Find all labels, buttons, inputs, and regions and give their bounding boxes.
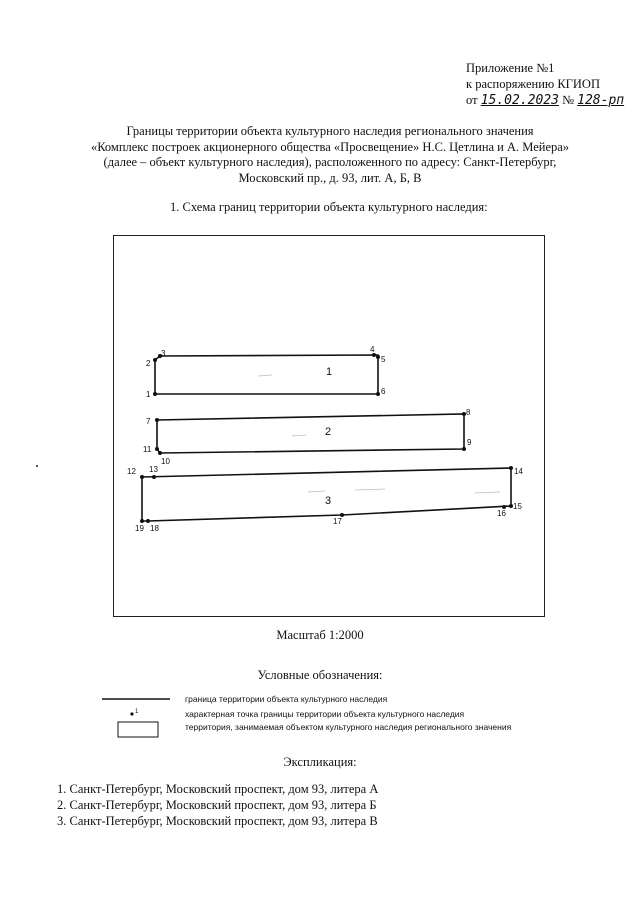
point-label: 3 bbox=[161, 349, 166, 358]
point-label: 7 bbox=[146, 417, 151, 426]
legend-territory-symbol bbox=[118, 722, 158, 737]
point-label: 17 bbox=[333, 517, 342, 526]
boundary-point bbox=[376, 392, 380, 396]
legend-item-boundary: граница территории объекта культурного наследия bbox=[185, 694, 388, 704]
boundary-point bbox=[140, 475, 144, 479]
boundary-point bbox=[462, 447, 466, 451]
boundary-point bbox=[153, 392, 157, 396]
building-1-boundary bbox=[155, 355, 378, 394]
building-number: 3 bbox=[325, 495, 332, 507]
point-label: 9 bbox=[467, 438, 472, 447]
appendix-line-1: Приложение №1 bbox=[466, 61, 555, 75]
point-label: 19 bbox=[135, 524, 144, 533]
building-number: 2 bbox=[325, 426, 332, 438]
building-2-boundary bbox=[157, 414, 464, 453]
title-line: (далее – объект культурного наследия), расположенного по адресу: Санкт-Петербург, bbox=[103, 155, 557, 169]
building-number: 1 bbox=[326, 366, 333, 378]
title-line: Границы территории объекта культурного наследия регионального значения bbox=[126, 124, 534, 138]
number-prefix: № bbox=[562, 93, 575, 107]
explication-item: 1. Санкт-Петербург, Московский проспект, дом 93, литера А bbox=[57, 782, 379, 796]
boundary-point bbox=[140, 519, 144, 523]
point-label: 6 bbox=[381, 387, 386, 396]
point-label: 5 bbox=[381, 355, 386, 364]
legend-point-symbol bbox=[130, 712, 133, 715]
order-date: 15.02.2023 bbox=[480, 93, 559, 108]
point-label: 1 bbox=[146, 390, 151, 399]
explication-item: 3. Санкт-Петербург, Московский проспект, дом 93, литера В bbox=[57, 814, 378, 828]
explication-list bbox=[57, 781, 378, 829]
point-label: 18 bbox=[150, 524, 159, 533]
title-line: Московский пр., д. 93, лит. А, Б, В bbox=[238, 170, 422, 185]
scan-speck bbox=[36, 465, 38, 467]
point-label: 14 bbox=[514, 467, 523, 476]
legend-title: Условные обозначения: bbox=[257, 668, 383, 682]
point-label: 15 bbox=[513, 502, 522, 511]
point-label: 12 bbox=[127, 467, 136, 476]
boundary-point bbox=[158, 451, 162, 455]
scale-label: Масштаб 1:2000 bbox=[276, 628, 364, 642]
order-number: 128-рп bbox=[577, 93, 625, 108]
explication-item: 2. Санкт-Петербург, Московский проспект, дом 93, литера Б bbox=[57, 798, 377, 812]
point-label: 2 bbox=[146, 359, 151, 368]
schema-title: 1. Схема границ территории объекта культурного наследия: bbox=[170, 200, 488, 214]
boundary-point bbox=[152, 475, 156, 479]
boundary-point bbox=[509, 466, 513, 470]
point-label: 11 bbox=[143, 445, 152, 454]
legend-point-number: 1 bbox=[135, 709, 139, 715]
title-line: «Комплекс построек акционерного общества «Просвещение» Н.С. Цетлина и А. Мейера» bbox=[90, 139, 570, 154]
point-label: 10 bbox=[161, 457, 170, 466]
legend-item-point: характерная точка границы территории объекта культурного наследия bbox=[185, 709, 465, 719]
boundary-point bbox=[146, 519, 150, 523]
legend-item-territory: территория, занимаемая объектом культурного наследия регионального значения bbox=[185, 722, 512, 732]
point-label: 8 bbox=[466, 408, 471, 417]
boundary-point bbox=[153, 358, 157, 362]
point-label: 4 bbox=[370, 345, 375, 354]
point-label: 13 bbox=[149, 465, 158, 474]
point-label: 16 bbox=[497, 509, 506, 518]
boundary-point bbox=[155, 447, 159, 451]
boundary-point bbox=[155, 418, 159, 422]
explication-title: Экспликация: bbox=[283, 755, 357, 769]
boundary-point bbox=[376, 355, 380, 359]
appendix-line-2: к распоряжению КГИОП bbox=[466, 77, 600, 91]
from-prefix: от bbox=[466, 93, 478, 107]
